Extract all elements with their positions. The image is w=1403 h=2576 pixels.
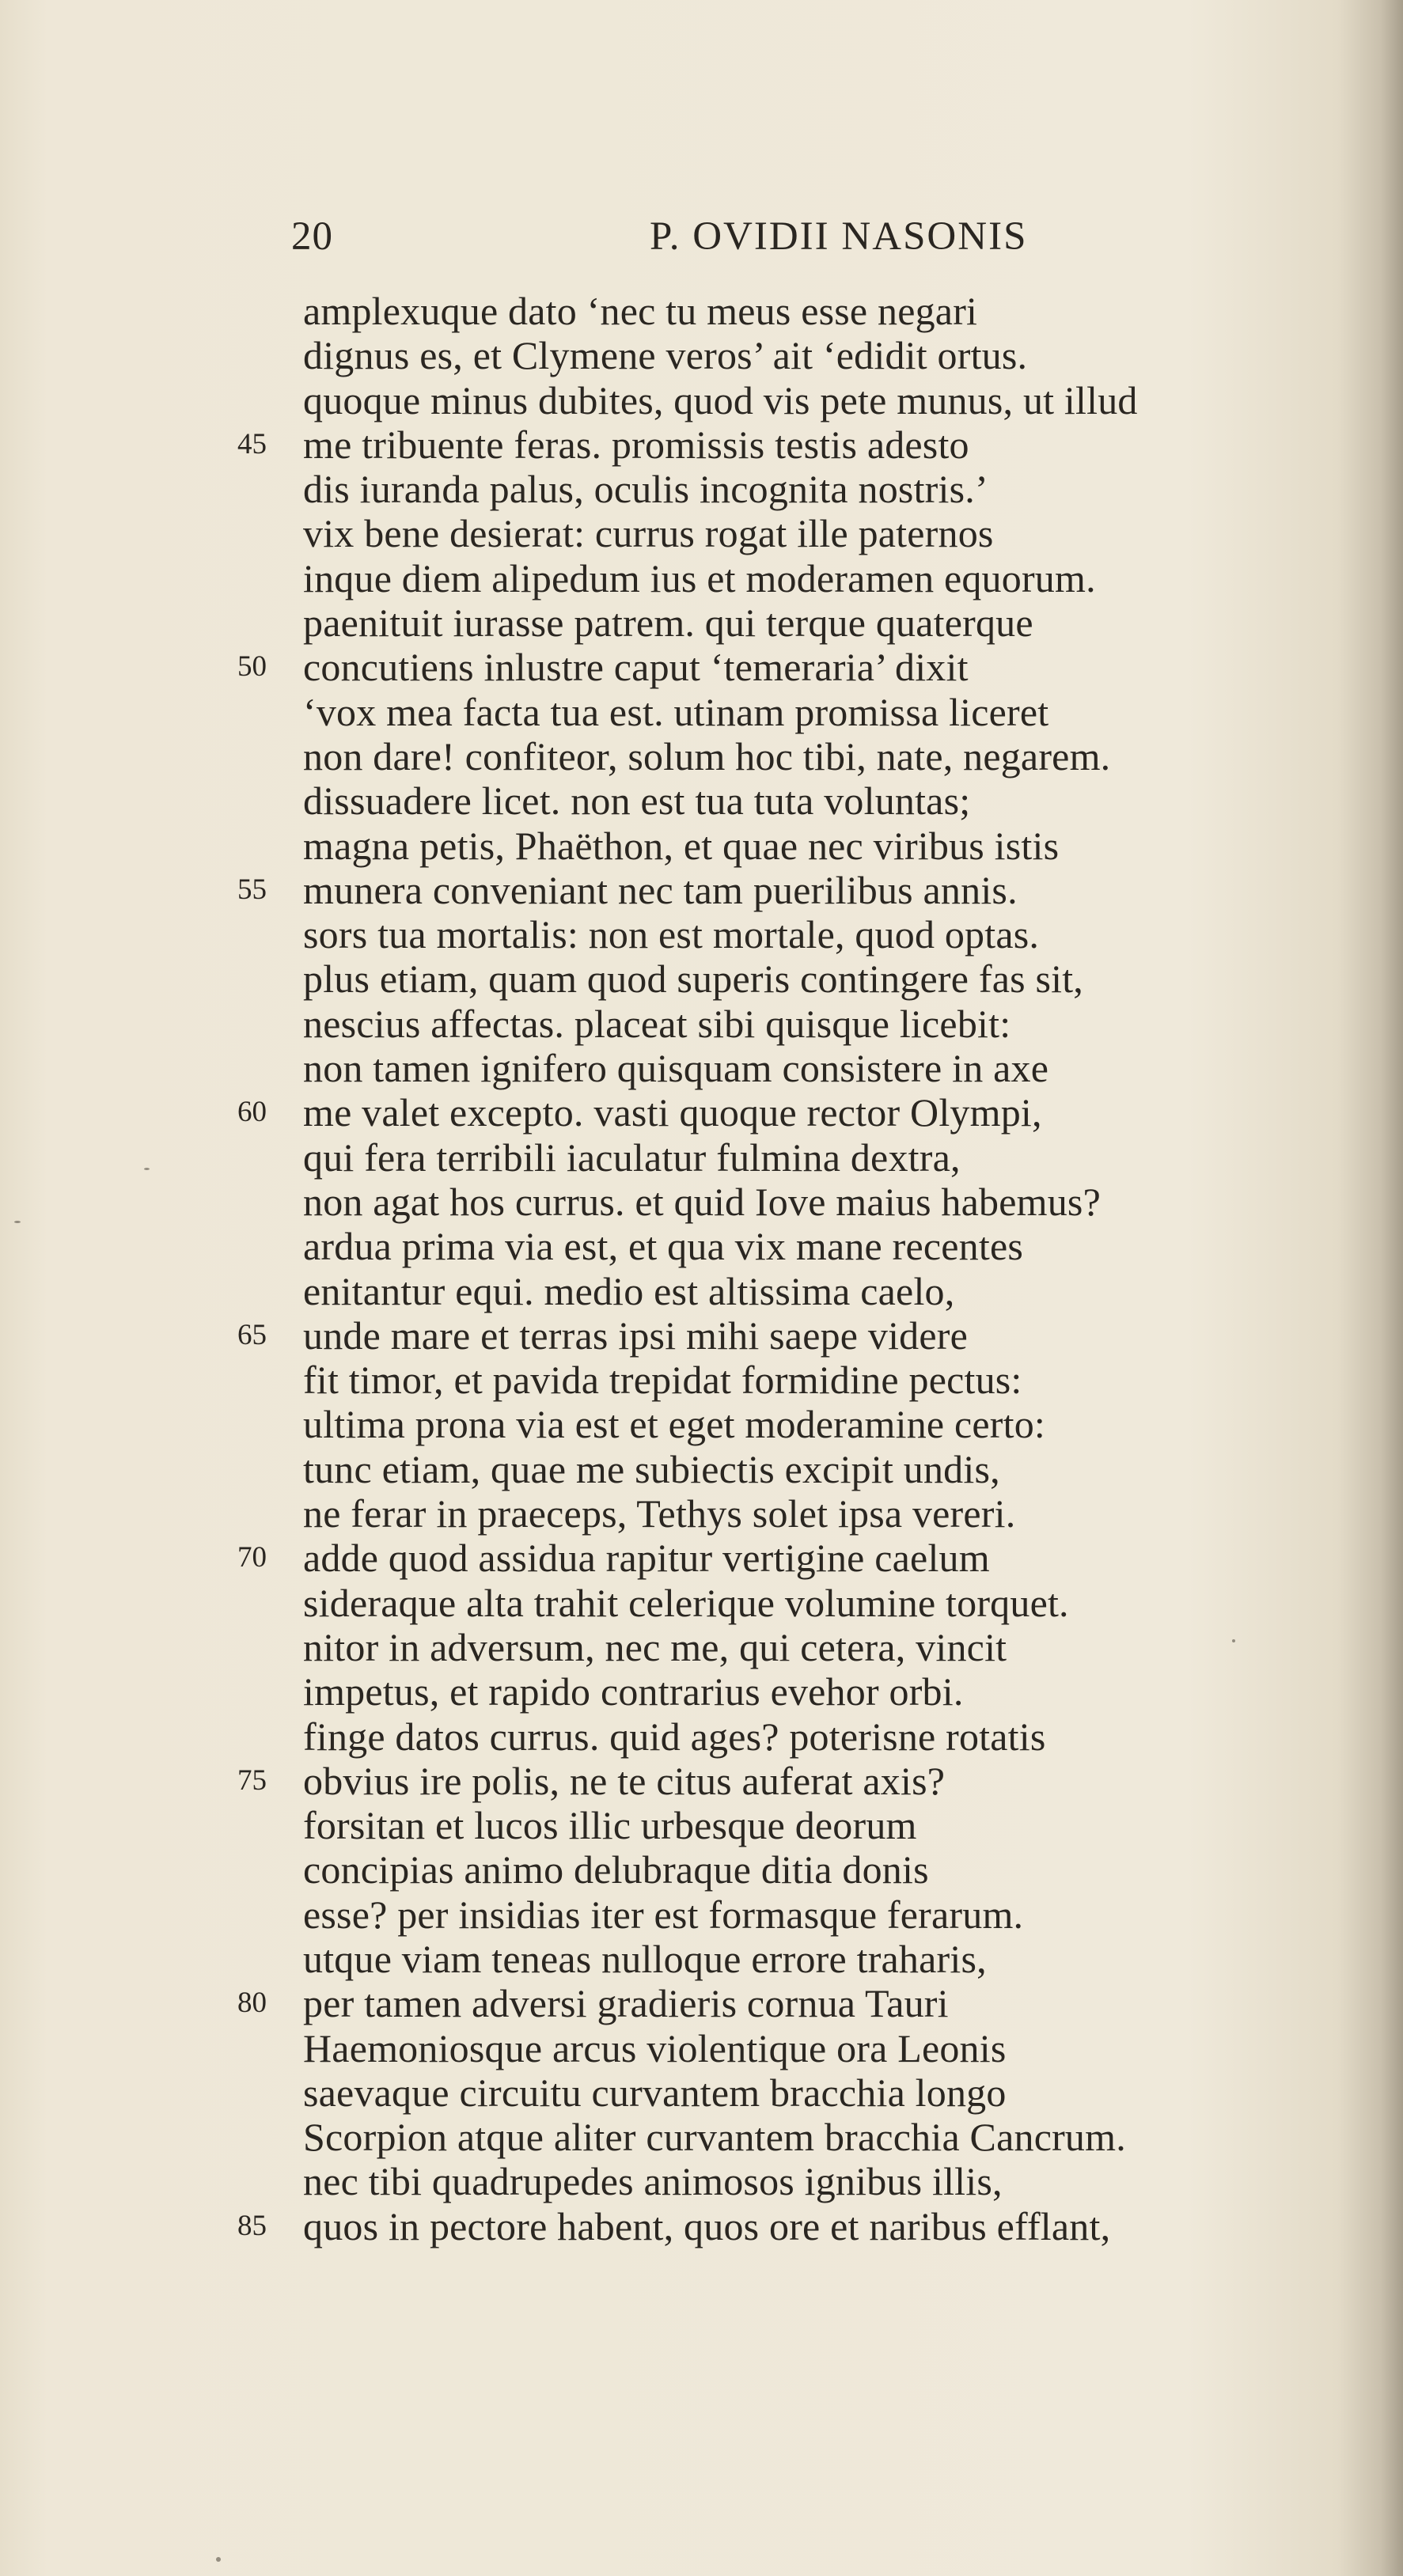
verse-line — [237, 2159, 1361, 2203]
verse-text: non dare! confiteor, solum hoc tibi, nate, negarem. — [303, 733, 1111, 778]
verse-line — [237, 1224, 1361, 1268]
verse-text: magna petis, Phaëthon, et quae nec viribus istis — [303, 823, 1060, 868]
verse-line — [237, 1536, 1361, 1580]
verse-text: forsitan et lucos illic urbesque deorum — [303, 1803, 917, 1848]
verse-text: sideraque alta trahit celerique volumine torquet. — [303, 1580, 1069, 1625]
verse-line — [237, 1269, 1361, 1313]
verse-text: nitor in adversum, nec me, qui cetera, vincit — [303, 1624, 1007, 1669]
verse-line — [237, 1402, 1361, 1446]
running-title: P. OVIDII NASONIS — [650, 214, 1028, 259]
verse-text: ultima prona via est et eget moderamine certo: — [303, 1402, 1046, 1447]
verse-text: nec tibi quadrupedes animosos ignibus illis, — [303, 2159, 1003, 2204]
line-number: 65 — [237, 1318, 267, 1351]
verse-text: concipias animo delubraque ditia donis — [303, 1847, 929, 1892]
verse-text: per tamen adversi gradieris cornua Tauri — [303, 1981, 949, 2026]
verse-line — [237, 734, 1361, 778]
verse-line — [237, 1803, 1361, 1847]
verse-text: unde mare et terras ipsi mihi saepe videre — [303, 1313, 969, 1358]
verse-text: qui fera terribili iaculatur fulmina dextra, — [303, 1135, 961, 1180]
verse-line — [237, 378, 1361, 422]
verse-text: dis iuranda palus, oculis incognita nostris.’ — [303, 467, 988, 512]
verse-line — [237, 824, 1361, 868]
verse-text: Scorpion atque aliter curvantem bracchia Cancrum. — [303, 2115, 1126, 2160]
line-number: 80 — [237, 1987, 267, 2020]
line-number: 70 — [237, 1541, 267, 1574]
verse-line — [237, 1313, 1361, 1358]
page-number: 20 — [291, 214, 333, 259]
verse-text: munera conveniant nec tam puerilibus annis. — [303, 867, 1018, 912]
verse-text: Haemoniosque arcus violentique ora Leonis — [303, 2025, 1007, 2070]
verse-text: saevaque circuitu curvantem bracchia longo — [303, 2070, 1007, 2115]
verse-text: concutiens inlustre caput ‘temeraria’ dixit — [303, 645, 969, 690]
verse-text: dissuadere licet. non est tua tuta voluntas; — [303, 778, 971, 824]
line-number: 55 — [237, 873, 267, 906]
verse-line — [237, 1714, 1361, 1759]
verse-text: dignus es, et Clymene veros’ ait ‘edidit ortus. — [303, 333, 1028, 378]
verse-line — [237, 1491, 1361, 1536]
verse-text: quoque minus dubites, quod vis pete munus, ut illud — [303, 377, 1138, 422]
verse-line — [237, 1669, 1361, 1714]
verse-text: paenituit iurasse patrem. qui terque quaterque — [303, 600, 1033, 646]
verse-text: ‘vox mea facta tua est. utinam promissa liceret — [303, 689, 1049, 734]
verse-text: non tamen ignifero quisquam consistere in axe — [303, 1046, 1049, 1091]
verse-line — [237, 511, 1361, 555]
verse-line — [237, 1447, 1361, 1491]
verse-line — [237, 2204, 1361, 2248]
verse-line — [237, 1981, 1361, 2025]
verse-line — [237, 1625, 1361, 1669]
verse-text: vix bene desierat: currus rogat ille paternos — [303, 511, 994, 556]
print-speck — [1232, 1639, 1235, 1642]
verse-text: quos in pectore habent, quos ore et naribus efflant, — [303, 2203, 1111, 2248]
verse-line — [237, 1892, 1361, 1937]
print-speck — [216, 2557, 221, 2562]
verse-line — [237, 1090, 1361, 1135]
verse-line — [237, 1180, 1361, 1224]
verse-line — [237, 289, 1361, 333]
verse-line — [237, 868, 1361, 912]
verse-text: finge datos currus. quid ages? poterisne rotatis — [303, 1714, 1046, 1759]
line-number: 75 — [237, 1763, 267, 1797]
page-header — [291, 214, 1225, 277]
verse-text: tunc etiam, quae me subiectis excipit undis, — [303, 1446, 1000, 1491]
verse-text: me tribuente feras. promissis testis adesto — [303, 422, 969, 467]
verse-line — [237, 467, 1361, 511]
verse-line — [237, 957, 1361, 1001]
verse-text: obvius ire polis, ne te citus auferat axis? — [303, 1758, 946, 1803]
verse-line — [237, 600, 1361, 645]
verse-text: non agat hos currus. et quid Iove maius habemus? — [303, 1179, 1101, 1224]
verse-text-block — [237, 289, 1361, 2248]
verse-text: fit timor, et pavida trepidat formidine pectus: — [303, 1358, 1022, 1403]
verse-text: enitantur equi. medio est altissima caelo, — [303, 1268, 955, 1313]
verse-line — [237, 1135, 1361, 1180]
verse-line — [237, 2070, 1361, 2115]
verse-text: nescius affectas. placeat sibi quisque licebit: — [303, 1001, 1011, 1046]
verse-text: impetus, et rapido contrarius evehor orbi. — [303, 1669, 964, 1714]
verse-text: plus etiam, quam quod superis contingere fas sit, — [303, 957, 1083, 1002]
verse-text: me valet excepto. vasti quoque rector Olympi, — [303, 1090, 1042, 1135]
verse-line — [237, 912, 1361, 957]
verse-line — [237, 1847, 1361, 1892]
verse-text: sors tua mortalis: non est mortale, quod optas. — [303, 912, 1040, 957]
verse-line — [237, 778, 1361, 823]
verse-line — [237, 556, 1361, 600]
print-speck — [144, 1168, 150, 1170]
verse-line — [237, 422, 1361, 467]
verse-text: utque viam teneas nulloque errore traharis, — [303, 1936, 987, 1981]
verse-line — [237, 2026, 1361, 2070]
verse-text: adde quod assidua rapitur vertigine caelum — [303, 1536, 990, 1581]
verse-line — [237, 1046, 1361, 1090]
verse-text: ne ferar in praeceps, Tethys solet ipsa vereri. — [303, 1491, 1016, 1536]
line-number: 45 — [237, 427, 267, 460]
verse-line — [237, 333, 1361, 377]
verse-line — [237, 1759, 1361, 1803]
verse-line — [237, 1581, 1361, 1625]
verse-line — [237, 1937, 1361, 1981]
verse-line — [237, 645, 1361, 689]
verse-line — [237, 1358, 1361, 1402]
verse-line — [237, 2115, 1361, 2159]
verse-line — [237, 690, 1361, 734]
line-number: 50 — [237, 650, 267, 684]
line-number: 60 — [237, 1096, 267, 1129]
line-number: 85 — [237, 2209, 267, 2242]
verse-text: esse? per insidias iter est formasque ferarum. — [303, 1892, 1024, 1937]
verse-text: inque diem alipedum ius et moderamen equorum. — [303, 555, 1096, 600]
verse-line — [237, 1002, 1361, 1046]
verse-text: amplexuque dato ‘nec tu meus esse negari — [303, 289, 978, 333]
print-speck — [14, 1221, 21, 1223]
verse-text: ardua prima via est, et qua vix mane recentes — [303, 1224, 1024, 1269]
